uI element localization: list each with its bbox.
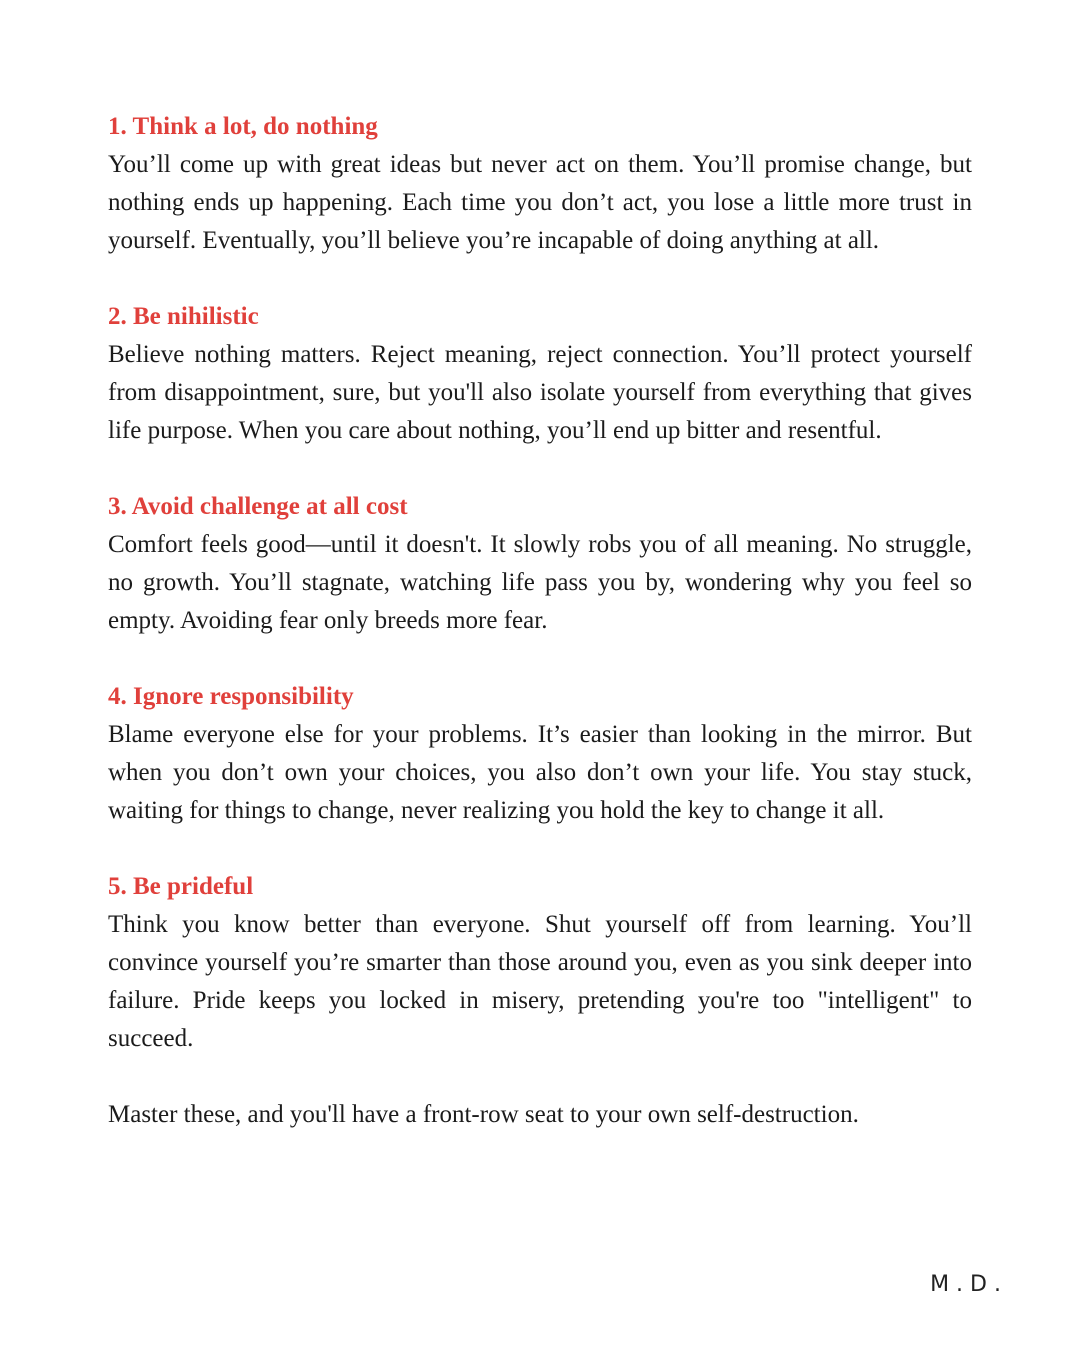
section-heading: 1. Think a lot, do nothing — [108, 113, 378, 140]
section-be-nihilistic — [108, 298, 972, 450]
closing-line: Master these, and you'll have a front-row seat to your own self-destruction. — [108, 1101, 859, 1128]
document-page — [108, 108, 972, 1134]
section-heading: 5. Be prideful — [108, 873, 254, 900]
section-body: Believe nothing matters. Reject meaning, reject connection. You’ll protect yourself from disappointment, sure, but you'll also isolate yourself from everything that gives life purpose. When you care about nothing, you’ll end up bitter and resentful. — [108, 341, 972, 444]
section-body: Think you know better than everyone. Shut yourself off from learning. You’ll convince yourself you’re smarter than those around you, even as you sink deeper into failure. Pride keeps you locked in misery, pretending you're too "intelligent" to succeed. — [108, 911, 972, 1052]
author-signature: M.D. — [930, 1272, 1008, 1297]
section-body: You’ll come up with great ideas but never act on them. You’ll promise change, but nothing ends up happening. Each time you don’t act, you lose a little more trust in yourself. Eventually, you’ll believe you’re incapable of doing anything at all. — [108, 151, 972, 254]
section-heading: 4. Ignore responsibility — [108, 683, 354, 710]
section-heading: 3. Avoid challenge at all cost — [108, 493, 408, 520]
section-body: Blame everyone else for your problems. It’s easier than looking in the mirror. But when you don’t own your choices, you also don’t own your life. You stay stuck, waiting for things to change, never realizing you hold the key to change it all. — [108, 721, 972, 824]
section-avoid-challenge — [108, 488, 972, 640]
section-body: Comfort feels good—until it doesn't. It slowly robs you of all meaning. No struggle, no growth. You’ll stagnate, watching life pass you by, wondering why you feel so empty. Avoiding fear only breeds more fear. — [108, 531, 972, 634]
section-be-prideful — [108, 868, 972, 1058]
section-think-a-lot — [108, 108, 972, 260]
section-ignore-responsibility — [108, 678, 972, 830]
section-heading: 2. Be nihilistic — [108, 303, 259, 330]
